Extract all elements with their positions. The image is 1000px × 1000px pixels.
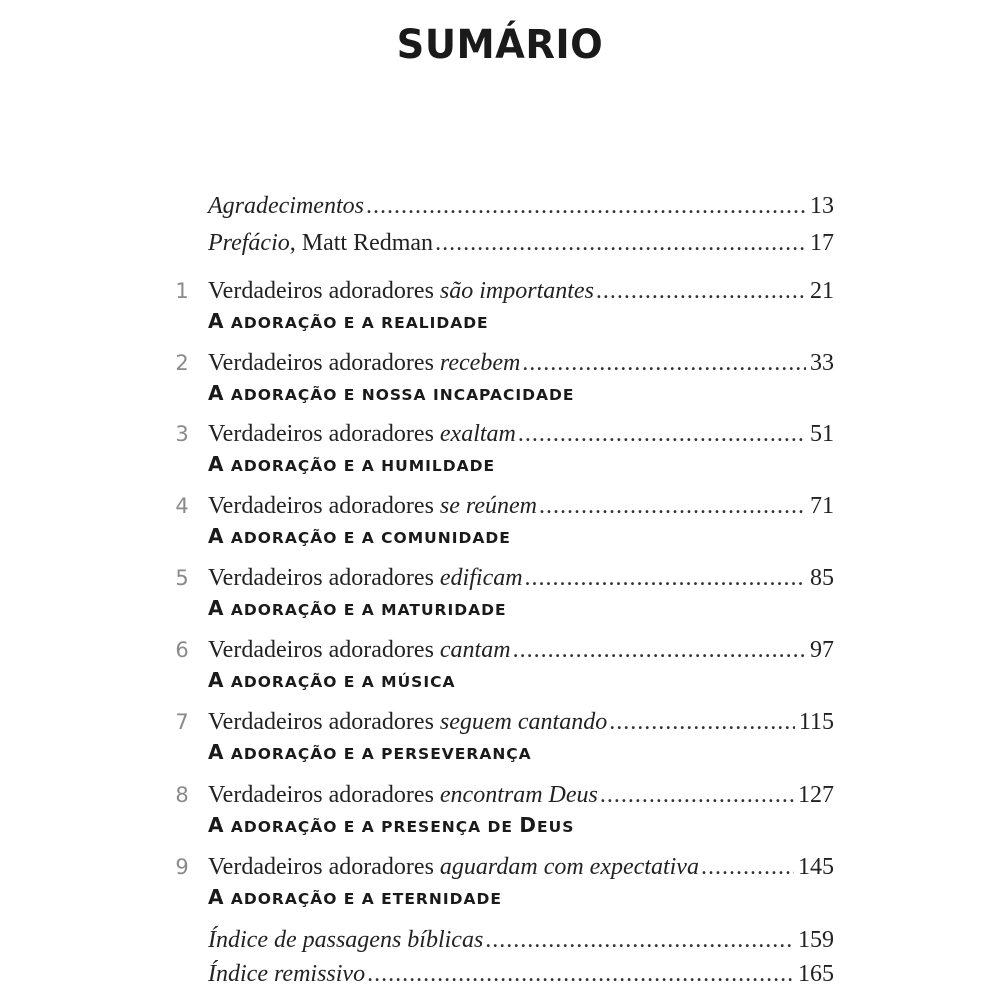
entry-emphasis: edificam [439,565,523,591]
entry-title: Verdadeiros adoradores [208,421,440,447]
chapter-subtitle: A ADORAÇÃO E A MÚSICA [208,668,456,692]
chapter-subtitle: A ADORAÇÃO E A HUMILDADE [208,452,496,476]
toc-entry-agradecimentos[interactable] [208,192,834,220]
chapter-number: 6 [175,638,189,662]
dot-leader [701,853,794,881]
chapter-number: 1 [175,279,189,303]
chapter-number: 2 [175,351,189,375]
page-title: SUMÁRIO [396,22,604,68]
chapter-number: 3 [175,422,189,446]
entry-emphasis: se reúnem [439,493,537,519]
entry-emphasis: recebem [439,350,521,376]
page-number: 51 [810,421,834,447]
entry-title: Verdadeiros adoradores [208,493,440,519]
chapter-subtitle: A ADORAÇÃO E A MATURIDADE [208,596,507,620]
entry-author: , Matt Redman [289,230,434,256]
chapter-number: 8 [175,783,189,807]
chapter-number: 7 [175,710,189,734]
dot-leader [539,492,806,520]
page-number: 13 [810,193,834,219]
entry-title: Verdadeiros adoradores [208,709,440,735]
entry-emphasis: são importantes [439,278,594,304]
entry-emphasis: seguem cantando [439,709,608,735]
toc-entry-chapter-9[interactable] [208,853,834,881]
chapter-number: 9 [175,855,189,879]
entry-title: Verdadeiros adoradores [208,782,440,808]
entry-emphasis: aguardam com expectativa [439,854,699,880]
chapter-subtitle: A ADORAÇÃO E A COMUNIDADE [208,524,511,548]
dot-leader [367,960,794,988]
entry-emphasis: encontram Deus [439,782,598,808]
dot-leader [366,192,806,220]
dot-leader [435,229,806,257]
entry-title: Verdadeiros adoradores [208,350,440,376]
page-number: 85 [810,565,834,591]
toc-entry-indice-remissivo[interactable] [208,960,834,988]
chapter-subtitle: A ADORAÇÃO E A ETERNIDADE [208,885,502,909]
toc-entry-chapter-5[interactable] [208,564,834,592]
dot-leader [609,708,795,736]
toc-entry-prefacio[interactable] [208,229,834,257]
page-number: 115 [798,709,834,735]
page-number: 159 [798,927,834,953]
toc-entry-chapter-1[interactable] [208,277,834,305]
entry-emphasis: exaltam [439,421,516,447]
toc-entry-chapter-6[interactable] [208,636,834,664]
entry-title: Índice remissivo [208,961,366,987]
dot-leader [513,636,806,664]
page-number: 145 [798,854,834,880]
chapter-subtitle: A ADORAÇÃO E A PRESENÇA DE DEUS [208,813,575,837]
page-number: 17 [810,230,834,256]
dot-leader [485,926,794,954]
toc-entry-chapter-8[interactable] [208,781,834,809]
toc-entry-chapter-3[interactable] [208,420,834,448]
toc-entry-indice-passagens[interactable] [208,926,834,954]
dot-leader [518,420,806,448]
chapter-subtitle: A ADORAÇÃO E A REALIDADE [208,309,489,333]
chapter-subtitle: A ADORAÇÃO E NOSSA INCAPACIDADE [208,381,575,405]
chapter-subtitle: A ADORAÇÃO E A PERSEVERANÇA [208,740,532,764]
dot-leader [600,781,794,809]
entry-emphasis: cantam [439,637,511,663]
page-number: 127 [798,782,834,808]
page-number: 165 [798,961,834,987]
entry-title: Verdadeiros adoradores [208,565,440,591]
entry-title: Agradecimentos [208,193,364,219]
entry-title: Prefácio [208,230,290,256]
entry-title: Verdadeiros adoradores [208,637,440,663]
entry-title: Índice de passagens bíblicas [208,927,484,953]
chapter-number: 5 [175,566,189,590]
page-number: 21 [810,278,834,304]
dot-leader [596,277,806,305]
toc-entry-chapter-2[interactable] [208,349,834,377]
dot-leader [525,564,806,592]
page-number: 71 [810,493,834,519]
entry-title: Verdadeiros adoradores [208,278,440,304]
toc-entry-chapter-7[interactable] [208,708,834,736]
page-number: 97 [810,637,834,663]
toc-entry-chapter-4[interactable] [208,492,834,520]
page-number: 33 [810,350,834,376]
entry-title: Verdadeiros adoradores [208,854,440,880]
chapter-number: 4 [175,494,189,518]
dot-leader [522,349,806,377]
